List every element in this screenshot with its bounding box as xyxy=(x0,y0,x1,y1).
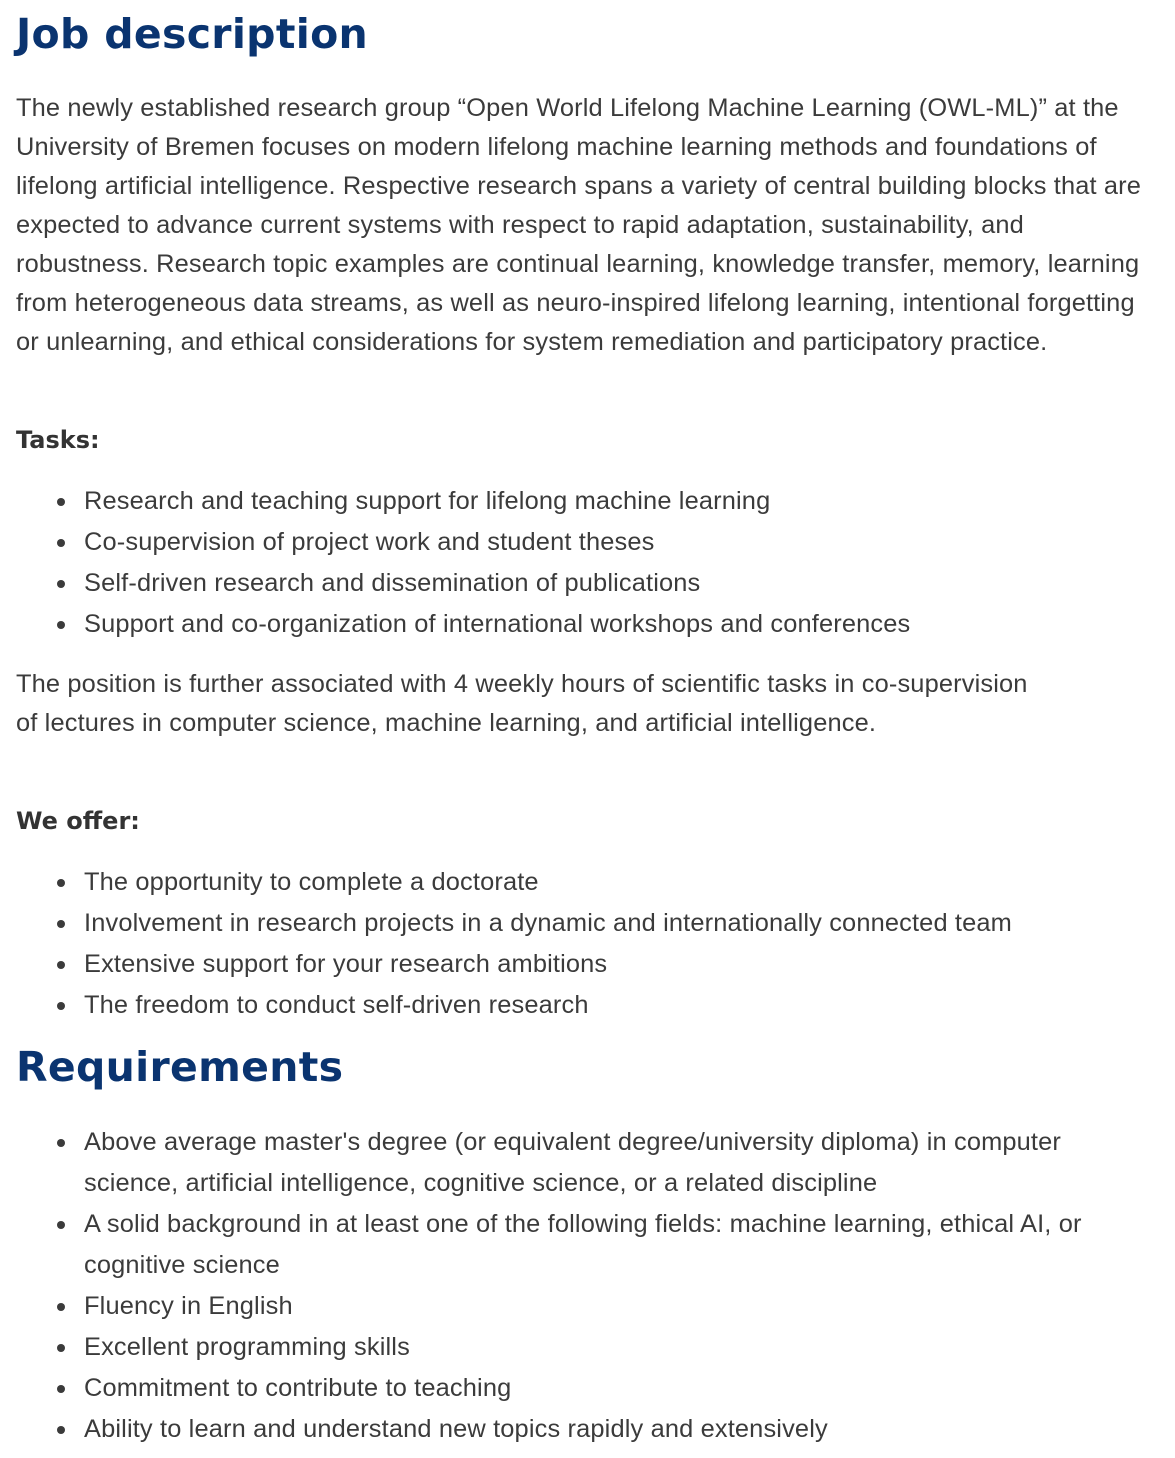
requirement-text: Excellent programming skills xyxy=(84,1333,410,1361)
offer-text: Involvement in research projects in a dynamic and internationally connected team xyxy=(84,909,1012,937)
task-text: Support and co-organization of international workshops and conferences xyxy=(84,610,911,638)
bullet-icon xyxy=(57,879,65,887)
list-item xyxy=(16,862,1161,903)
bullet-icon xyxy=(57,498,65,506)
offers-list xyxy=(16,862,1161,1026)
bullet-icon xyxy=(57,1303,65,1311)
offer-heading: We offer: xyxy=(16,807,140,835)
list-item xyxy=(16,481,1116,522)
requirement-text: Ability to learn and understand new topics rapidly and extensively xyxy=(84,1415,828,1443)
bullet-icon xyxy=(57,539,65,547)
task-text: Research and teaching support for lifelong machine learning xyxy=(84,487,771,515)
list-item xyxy=(16,1368,1146,1409)
bullet-icon xyxy=(57,1002,65,1010)
list-item xyxy=(16,944,1161,985)
requirements-heading: Requirements xyxy=(16,1043,344,1091)
list-item xyxy=(16,1204,1146,1286)
bullet-icon xyxy=(57,1139,65,1147)
list-item xyxy=(16,604,1116,645)
list-item xyxy=(16,1327,1146,1368)
offer-text: The opportunity to complete a doctorate xyxy=(84,868,539,896)
list-item xyxy=(16,1122,1146,1204)
requirement-text: Commitment to contribute to teaching xyxy=(84,1374,512,1402)
bullet-icon xyxy=(57,1426,65,1434)
bullet-icon xyxy=(57,1344,65,1352)
job-description-heading: Job description xyxy=(16,10,369,58)
list-item xyxy=(16,1409,1146,1450)
task-text: Co-supervision of project work and student theses xyxy=(84,528,655,556)
bullet-icon xyxy=(57,920,65,928)
requirement-text: Above average master's degree (or equivalent degree/university diploma) in computer science, artificial intelligence, cognitive science, or a related discipline xyxy=(84,1128,1062,1197)
task-text: Self-driven research and dissemination of publications xyxy=(84,569,701,597)
bullet-icon xyxy=(57,621,65,629)
requirements-list xyxy=(16,1122,1146,1450)
tasks-heading: Tasks: xyxy=(16,426,100,454)
list-item xyxy=(16,522,1116,563)
list-item xyxy=(16,563,1116,604)
bullet-icon xyxy=(57,961,65,969)
bullet-icon xyxy=(57,580,65,588)
tasks-list xyxy=(16,481,1116,645)
list-item xyxy=(16,1286,1146,1327)
offer-text: The freedom to conduct self-driven research xyxy=(84,991,589,1019)
intro-paragraph: The newly established research group “Open World Lifelong Machine Learning (OWL-ML)” at the University of Bremen focuses on modern lifelong machine learning methods and foundations of lifelong artificial intelligence. Respective research spans a variety of central building blocks that are expected to advance current systems with respect to rapid adaptation, sustainability, and robustness. Research topic examples are continual learning, knowledge transfer, memory, learning from heterogeneous data streams, as well as neuro-inspired lifelong learning, intentional forgetting or unlearning, and ethical considerations for system remediation and participatory practice. xyxy=(16,94,1142,356)
requirement-text: A solid background in at least one of the following fields: machine learning, ethical AI, or cognitive science xyxy=(84,1210,1082,1279)
bullet-icon xyxy=(57,1385,65,1393)
list-item xyxy=(16,903,1161,944)
requirement-text: Fluency in English xyxy=(84,1292,293,1320)
position-note-paragraph: The position is further associated with 4 weekly hours of scientific tasks in co-supervision of lectures in computer science, machine learning, and artificial intelligence. xyxy=(16,670,1028,737)
bullet-icon xyxy=(57,1221,65,1229)
offer-text: Extensive support for your research ambitions xyxy=(84,950,608,978)
list-item xyxy=(16,985,1161,1026)
